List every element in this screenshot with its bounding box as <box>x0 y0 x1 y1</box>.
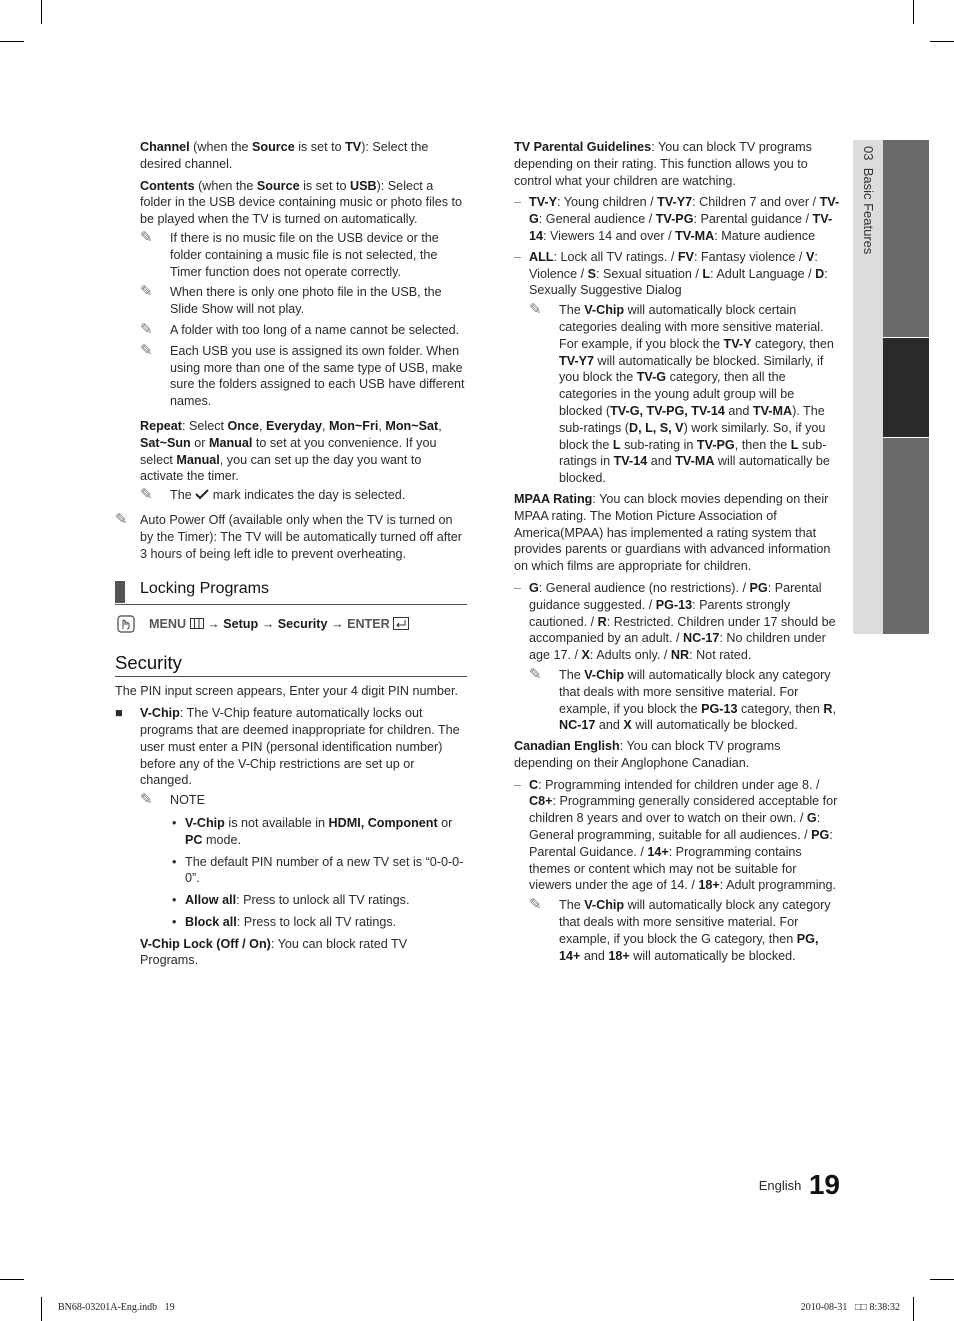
enter-icon <box>393 617 409 630</box>
crop-mark <box>41 0 42 24</box>
crop-mark <box>41 1297 42 1321</box>
channel-paragraph: Channel (when the Source is set to TV): Select the desired channel. <box>140 140 429 171</box>
note-bullet: • The default PIN number of a new TV set is “0-0-0-0”. <box>172 854 464 886</box>
security-intro: The PIN input screen appears, Enter your 4 digit PIN number. <box>115 684 459 699</box>
note-bullet: • Block all: Press to lock all TV ratings. <box>172 914 397 929</box>
locking-programs-heading: Locking Programs <box>115 580 467 605</box>
repeat-paragraph: Repeat: Select Once, Everyday, Mon~Fri, Mon~Sat, Sat~Sun or Manual to set at you convenience. If you select Manual, you can set up the day you want to activate the timer. <box>140 418 442 484</box>
note-bullet: • Allow all: Press to unlock all TV ratings. <box>172 893 410 908</box>
page-number: 19 <box>808 1169 840 1200</box>
pencil-icon: ✎ <box>140 283 153 301</box>
heading-bar <box>115 581 125 603</box>
pencil-icon: ✎ <box>529 665 542 683</box>
print-timestamp: 2010-08-31 □□ 8:38:32 <box>800 1302 900 1313</box>
chapter-number: 03 <box>860 146 876 161</box>
auto-power-note: ✎ Auto Power Off (available only when the TV is turned on by the Timer): The TV will be automatically turned off after 3 hours of being left idle to prevent overheating. <box>115 510 462 561</box>
canadian-block-note: ✎ The V-Chip will automatically block any category that deals with more sensitive material. For example, if you block the G category, then PG, 14+ and 18+ will automatically be blocked. <box>529 896 831 963</box>
security-heading: Security <box>115 652 467 677</box>
left-column <box>115 139 467 974</box>
mpaa-block-note: ✎ The V-Chip will automatically block any category that deals with more sensitive material. For example, if you block the PG-13 category, then R, NC-17 and X will automatically be blocked. <box>529 665 836 733</box>
contents-paragraph: Contents (when the Source is set to USB): Select a folder in the USB device containing music or photo files to be played when the TV is turned on automatically. <box>140 178 463 227</box>
note-label: ✎ NOTE <box>140 791 205 809</box>
pencil-icon: ✎ <box>140 341 153 359</box>
usb-note: ✎ If there is no music file on the USB device or the folder containing a music file is not selected, the Timer function does not operate correctly. <box>140 228 439 279</box>
pencil-icon: ✎ <box>140 486 153 504</box>
pencil-icon: ✎ <box>529 896 542 914</box>
note-bullet: • V-Chip is not available in HDMI, Component or PC mode. <box>172 815 453 847</box>
crop-mark <box>913 0 914 24</box>
page-footer <box>700 1169 840 1200</box>
footer-language: English <box>758 1178 802 1193</box>
crop-mark <box>930 41 954 42</box>
tv-block-note: ✎ The V-Chip will automatically block certain categories dealing with more sensitive material. For example, if you block the TV-Y category, then TV-Y7 will automatically be blocked. Similarly, if you block the TV-G category, then all the categories in the young adult group will be blocked (TV-G, TV-PG, TV-14 and TV-MA). The sub-ratings (D, L, S, V) work similarly. So, if you block the L sub-rating in TV-PG, then the L sub-ratings in TV-14 and TV-MA will automatically be blocked. <box>529 301 834 486</box>
side-tab-label <box>859 146 876 254</box>
print-file-info: BN68-03201A-Eng.indb 19 <box>58 1302 175 1313</box>
pencil-icon: ✎ <box>115 510 128 528</box>
pencil-icon: ✎ <box>140 228 153 246</box>
tv-parental-guidelines: TV Parental Guidelines: You can block TV programs depending on their rating. This function allows you to control what your children are watching. <box>514 140 812 188</box>
enter-label: ENTER <box>347 617 390 632</box>
pencil-icon: ✎ <box>140 791 153 809</box>
vchip-lock-paragraph: V-Chip Lock (Off / On): You can block rated TV Programs. <box>140 936 408 968</box>
remote-hand-icon <box>117 615 135 633</box>
checkmark-icon <box>195 489 209 500</box>
menu-path: MENU → Setup → Security → ENTER <box>115 615 467 635</box>
crop-mark <box>913 1297 914 1321</box>
mpaa-rating-list: – G: General audience (no restrictions). / PG: Parental guidance suggested. / PG-13: Parents strongly cautioned. / R: Restricted. Children under 17 should be accompanied by an adult. / NC-17: No children under age 17. / X: Adults only. / NR: Not rated. ✎ The V-Chip will automatically block any category that deals with more sensitive material. For example, if you block the PG-13 category, then R, NC-17 and X will automatically be blocked. <box>514 580 841 734</box>
usb-note: ✎ A folder with too long of a name cannot be selected. <box>140 320 460 338</box>
tv-rating-list: – TV-Y: Young children / TV-Y7: Children 7 and over / TV-G: General audience / TV-PG: Parental guidance / TV-14: Viewers 14 and over / TV-MA: Mature audience <box>514 195 840 243</box>
side-tab-dark <box>883 140 929 337</box>
right-column <box>514 139 841 968</box>
usb-note: ✎ Each USB you use is assigned its own folder. When using more than one of the same type of USB, make sure the folders assigned to each USB have different names. <box>140 341 465 409</box>
check-note: ✎ The mark indicates the day is selected. <box>140 486 406 504</box>
chapter-title: Basic Features <box>860 167 876 255</box>
mpaa-rating: MPAA Rating: You can block movies depending on their MPAA rating. The Motion Picture Association of America(MPAA) has implemented a rating system that provides parents or guardians with advanced information on which films are appropriate for children. <box>514 491 831 574</box>
menu-label: MENU <box>149 617 187 632</box>
pencil-icon: ✎ <box>140 320 153 338</box>
square-bullet-icon: ■ <box>115 706 123 721</box>
canadian-english: Canadian English: You can block TV programs depending on their Anglophone Canadian. <box>514 739 781 770</box>
sub-rating-list: – ALL: Lock all TV ratings. / FV: Fantasy violence / V: Violence / S: Sexual situation / L: Adult Language / D: Sexually Suggestive Dialog ✎ The V-Chip will automatically block certain categories dealing with more sensitive material. For example, if you block the TV-Y category, then TV-Y7 will automatically be blocked. Similarly, if you block the TV-G category, then all the categories in the young adult group will be blocked (TV-G, TV-PG, TV-14 and TV-MA). The sub-ratings (D, L, S, V) work similarly. So, if you block the L sub-rating in TV-PG, then the L sub-ratings in TV-14 and TV-MA will automatically be blocked. <box>514 249 841 487</box>
side-tab-dark <box>883 438 929 634</box>
crop-mark <box>0 41 24 42</box>
vchip-item: ■ V-Chip: The V-Chip feature automatically locks out programs that are deemed inappropriate for children. The user must enter a PIN (personal identification number) before any of the V-Chip restrictions are set up or changed. <box>115 706 460 788</box>
canadian-rating-list: – C: Programming intended for children under age 8. / C8+: Programming generally considered acceptable for children 8 years and over to watch on their own. / G: General programming, suitable for all audiences. / PG: Parental Guidance. / 14+: Programming contains themes or content which may not be suitable for viewers under the age of 14. / 18+: Adult programming. ✎ The V-Chip will automatically block any category that deals with more sensitive material. For example, if you block the G category, then PG, 14+ and 18+ will automatically be blocked. <box>514 777 841 965</box>
side-tab-active <box>883 338 929 437</box>
menu-icon <box>190 618 204 629</box>
crop-mark <box>0 1279 24 1280</box>
pencil-icon: ✎ <box>529 301 542 319</box>
crop-mark <box>930 1279 954 1280</box>
usb-note: ✎ When there is only one photo file in the USB, the Slide Show will not play. <box>140 283 442 317</box>
